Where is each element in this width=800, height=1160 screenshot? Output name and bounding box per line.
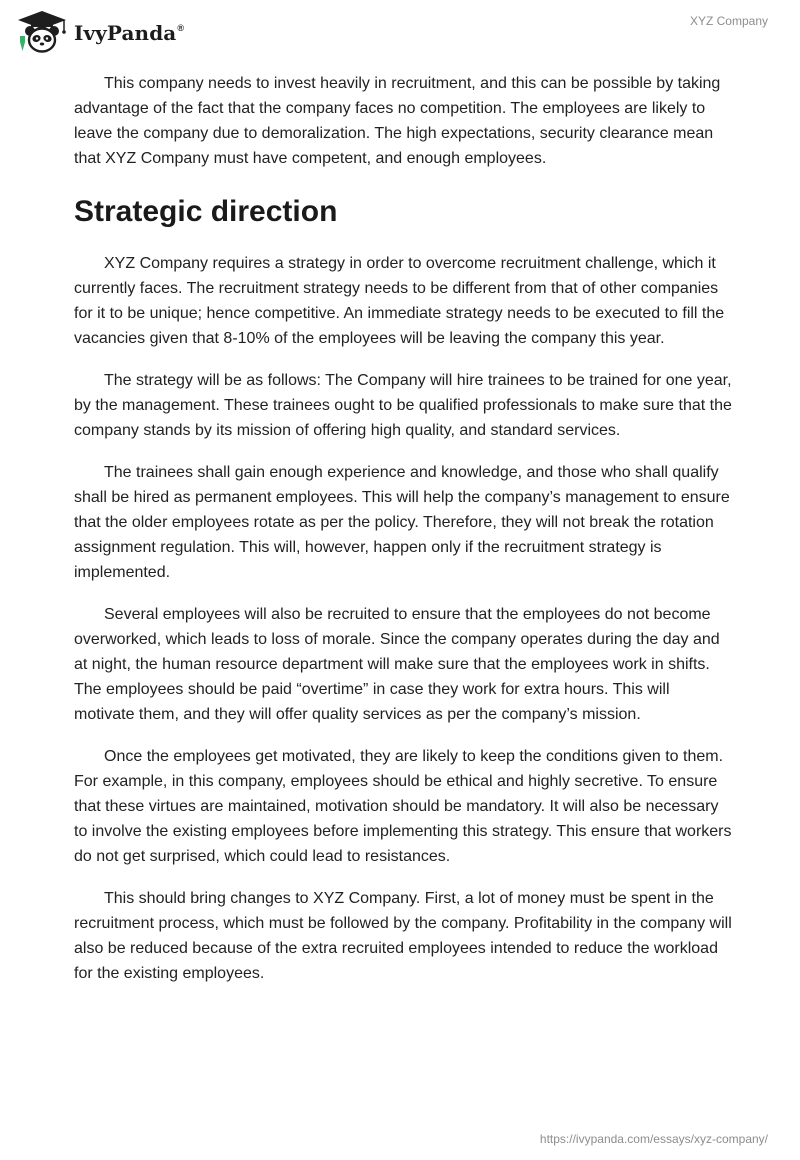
- paragraph: The strategy will be as follows: The Company will hire trainees to be trained for one year, by the management. These trainees ought to be qualified professionals to make sure that the company stands by its mission of offering high quality, and standard services.: [74, 372, 732, 439]
- brand-name: IvyPanda®: [74, 21, 185, 45]
- paragraph: Once the employees get motivated, they are likely to keep the conditions given to them. For example, in this company, employees should be ethical and highly secretive. To ensure that these virtues are maintained, motivation should be mandatory. It will also be necessary to involve the existing employees before implementing this strategy. This ensure that workers do not get surprised, which could lead to resistances.: [74, 748, 732, 865]
- intro-paragraph: This company needs to invest heavily in recruitment, and this can be possible by taking advantage of the fact that the company faces no competition. The employees are likely to leave the company due to demoralization. The high expectations, security clearance mean that XYZ Company must have competent, and enough employees.: [74, 75, 721, 167]
- paragraph: This should bring changes to XYZ Company. First, a lot of money must be spent in the recruitment process, which must be followed by the company. Profitability in the company will also be reduced because of the extra recruited employees intended to reduce the workload for the existing employees.: [74, 890, 732, 982]
- ivypanda-logo[interactable]: [14, 9, 184, 55]
- source-url-link[interactable]: https://ivypanda.com/essays/xyz-company/: [539, 1132, 768, 1146]
- paragraph: Several employees will also be recruited to ensure that the employees do not become overworked, which leads to loss of morale. Since the company operates during the day and at night, the human resource department will make sure that the employees work in shifts. The employees should be paid “overtime” in case they work for extra hours. This will motivate them, and they will offer quality services as per the company’s mission.: [74, 606, 720, 723]
- document-title: XYZ Company: [689, 14, 768, 28]
- page-header: [0, 0, 800, 64]
- essay-content: [74, 71, 734, 1003]
- section-heading: Strategic direction: [74, 195, 338, 228]
- paragraph: The trainees shall gain enough experience and knowledge, and those who shall qualify shall be hired as permanent employees. This will help the company’s management to ensure that the older employees rotate as per the policy. Therefore, they will not break the rotation assignment regulation. This will, however, happen only if the recruitment strategy is implemented.: [74, 464, 730, 581]
- paragraph: XYZ Company requires a strategy in order to overcome recruitment challenge, which it currently faces. The recruitment strategy needs to be different from that of other companies for it to be unique; hence competitive. An immediate strategy needs to be executed to fill the vacancies given that 8-10% of the employees will be leaving the company this year.: [74, 255, 725, 347]
- panda-graduate-icon: [14, 9, 70, 55]
